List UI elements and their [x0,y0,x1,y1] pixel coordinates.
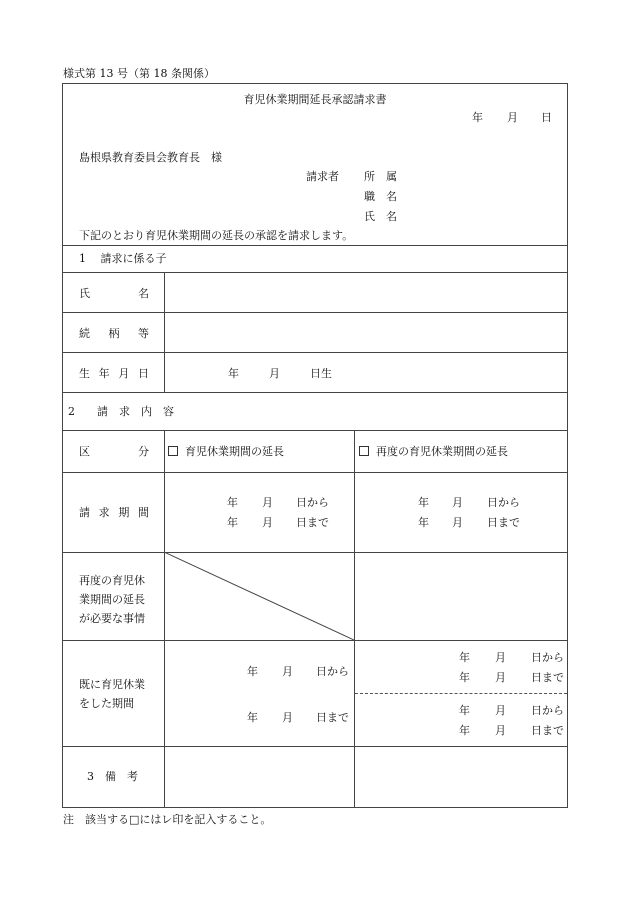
prior-to-year: 年 [247,711,258,724]
rule [62,430,568,431]
period2-from-year: 年 [418,496,429,509]
rule [62,312,568,313]
remarks-label: 3 備 考 [87,770,138,783]
reason-label-line1: 再度の育児休 [79,574,145,587]
requester-name-label: 氏 名 [364,210,397,223]
birth-day: 日生 [310,367,332,380]
option-extension[interactable] [168,446,284,457]
rule [62,746,568,747]
prior2b-to-year: 年 [459,724,470,737]
option-re-extension-label: 再度の育児休業期間の延長 [376,445,508,458]
prior2a-from-year: 年 [459,651,470,664]
section2-heading: 2 請 求 内 容 [68,405,174,418]
date-day: 日 [541,111,552,124]
prior2a-to-day: 日まで [531,671,564,684]
addressee: 島根県教育委員会教育長 様 [79,151,222,164]
column-divider [354,430,355,808]
position-label: 職 名 [364,190,397,203]
period-from-day: 日から [296,496,329,509]
birth-year: 年 [228,367,239,380]
period2-from-day: 日から [487,496,520,509]
period2-from-month: 月 [452,496,463,509]
rule [62,272,568,273]
category-label: 区分 [79,445,149,458]
prior-label-line2: をした期間 [79,697,134,710]
period2-to-day: 日まで [487,516,520,529]
birth-label: 生年月日 [79,367,149,380]
prior2a-to-year: 年 [459,671,470,684]
prior2a-to-month: 月 [495,671,506,684]
prior-from-year: 年 [247,665,258,678]
prior-to-month: 月 [282,711,293,724]
prior2a-from-day: 日から [531,651,564,664]
prior-label-line1: 既に育児休業 [79,678,145,691]
intro-text: 下記のとおり育児休業期間の延長の承認を請求します。 [79,229,354,242]
option-re-extension[interactable] [359,446,508,457]
diagonal-slash [164,552,354,640]
date-month: 月 [507,111,518,124]
period-to-year: 年 [227,516,238,529]
rule [62,352,568,353]
period-to-day: 日まで [296,516,329,529]
footnote: 注 該当する□にはレ印を記入すること。 [63,813,272,826]
prior2b-to-day: 日まで [531,724,564,737]
prior2b-from-month: 月 [495,704,506,717]
birth-month: 月 [269,367,280,380]
form-number: 様式第 13 号（第 18 条関係） [63,67,215,80]
form-title: 育児休業期間延長承認請求書 [243,93,387,106]
prior-from-day: 日から [316,665,349,678]
period2-to-month: 月 [452,516,463,529]
period2-to-year: 年 [418,516,429,529]
prior-to-day: 日まで [316,711,349,724]
date-year: 年 [472,111,483,124]
prior2b-from-day: 日から [531,704,564,717]
prior-from-month: 月 [282,665,293,678]
period-from-month: 月 [262,496,273,509]
reason-label-line3: が必要な事情 [79,612,145,625]
checkbox[interactable] [168,446,178,456]
rule [62,472,568,473]
column-divider [164,272,165,392]
affiliation-label: 所 属 [364,170,397,183]
period-to-month: 月 [262,516,273,529]
prior2b-to-month: 月 [495,724,506,737]
dashed-divider [355,693,567,694]
prior2b-from-year: 年 [459,704,470,717]
child-name-label: 氏名 [79,287,149,300]
reason-label-line2: 業期間の延長 [79,593,145,606]
relation-label: 続柄等 [79,327,149,340]
period-label: 請求期間 [79,506,149,519]
period-from-year: 年 [227,496,238,509]
prior2a-from-month: 月 [495,651,506,664]
rule [62,640,568,641]
option-extension-label: 育児休業期間の延長 [185,445,284,458]
section1-heading: 1 請求に係る子 [79,252,167,265]
checkbox[interactable] [359,446,369,456]
rule [62,245,568,246]
requester-label: 請求者 [306,170,339,183]
rule [62,392,568,393]
